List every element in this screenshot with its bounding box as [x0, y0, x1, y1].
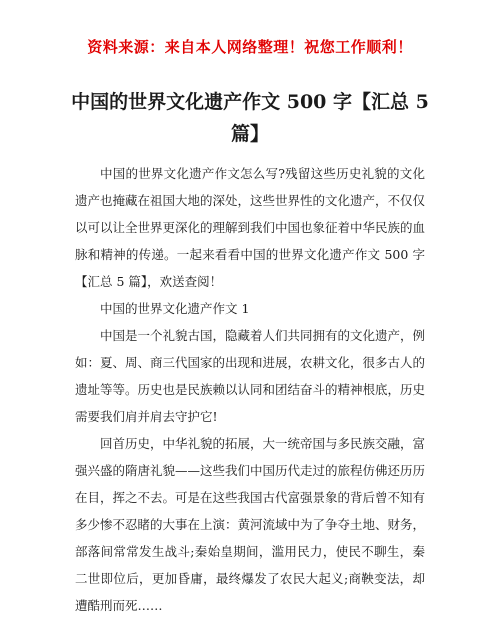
document-body: [75, 160, 425, 619]
body-paragraph: 回首历史，中华礼貌的拓展，大一统帝国与多民族交融，富强兴盛的隋唐礼貌——这些我们中国历代走过的旅程仿佛还历历在目，挥之不去。可是在这些我国古代富强景象的背后曾不知有多少惨不忍睹的大事在上演：黄河流域中为了争夺土地、财务，部落间常常发生战斗;秦始皇期间，滥用民力，使民不聊生，秦二世即位后，更加昏庸，最终爆发了农民大起义;商鞅变法，却遭酷刑而死……: [75, 436, 426, 613]
body-paragraph: 中国是一个礼貌古国，隐藏着人们共同拥有的文化遗产，例如：夏、周、商三代国家的出现和进展，农耕文化，很多古人的遗址等等。历史也是民族赖以认同和团结奋斗的精神根底，历史需要我们肩并肩去守护它!: [75, 328, 426, 424]
title-line-2: 篇】: [230, 123, 269, 145]
document-title: [60, 86, 440, 150]
title-line-1: 中国的世界文化遗产作文 500 字【汇总 5: [71, 91, 429, 113]
intro-paragraph: 中国的世界文化遗产作文怎么写?残留这些历史礼貌的文化遗产也掩藏在祖国大地的深处，这些世界性的文化遗产，不仅仅以可以让全世界更深化的理解到我们中国也象征着中华民族的血脉和精神的传递。一起来看看中国的世界文化遗产作文 500 字【汇总 5 篇】，欢送查阅！: [75, 166, 426, 289]
section-heading: 中国的世界文化遗产作文 1: [100, 301, 250, 316]
source-notice: 资料来源：来自本人网络整理！祝您工作顺利！: [87, 38, 413, 56]
